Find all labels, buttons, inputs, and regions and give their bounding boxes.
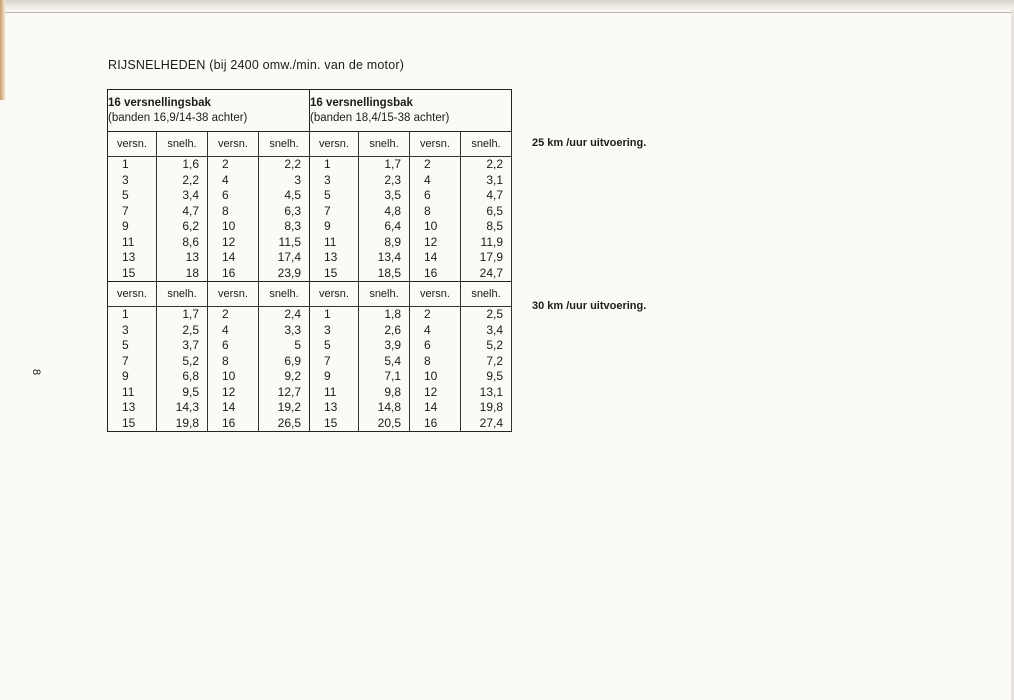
gear-value: 14: [222, 400, 236, 414]
gear-value: 10: [424, 369, 438, 383]
values-row-2: [108, 307, 512, 432]
column-header-snelh: snelh.: [259, 132, 310, 157]
gear-value: 9: [324, 369, 331, 383]
values-row-1: [108, 157, 512, 282]
gear-value: 6: [424, 188, 431, 202]
column-header-row-2: [108, 282, 512, 307]
gear-value: 3: [122, 172, 129, 187]
speed-value: 1,7: [384, 157, 401, 171]
gear-value: 15: [122, 265, 136, 280]
gear-value: 15: [122, 415, 136, 430]
speed-value: 3,5: [384, 188, 401, 202]
speed-value: 4,5: [284, 188, 301, 202]
column-header-versn: versn.: [410, 132, 461, 157]
speed-value: 23,9: [277, 265, 301, 280]
note-25-km: 25 km /uur uitvoering.: [532, 137, 647, 149]
speed-column: [259, 157, 310, 282]
gear-value: 8: [424, 203, 431, 218]
gear-column: [108, 307, 157, 432]
note-30-km: 30 km /uur uitvoering.: [532, 300, 647, 312]
speed-value: 3,7: [182, 338, 199, 352]
speed-value: 1,6: [182, 157, 199, 171]
column-header-snelh: snelh.: [157, 282, 208, 307]
page-top-shadow: [0, 0, 1014, 12]
gear-value: 15: [324, 415, 338, 430]
gear-value: 14: [424, 250, 438, 264]
gear-value: 2: [222, 307, 229, 321]
speed-value: 14,8: [377, 400, 401, 414]
gear-value: 6: [222, 338, 229, 352]
column-header-versn: versn.: [310, 132, 359, 157]
speed-value: 2,4: [284, 307, 301, 321]
speed-value: 18: [185, 265, 199, 280]
gear-value: 13: [324, 400, 338, 414]
speed-value: 6,4: [384, 219, 401, 233]
speed-column: [359, 307, 410, 432]
page-top-rule: [0, 12, 1014, 13]
column-header-versn: versn.: [108, 132, 157, 157]
group-2-title: 16 versnellingsbak: [310, 96, 413, 109]
column-header-versn: versn.: [410, 282, 461, 307]
speed-value: 2,5: [486, 307, 503, 321]
group-1-title: 16 versnellingsbak: [108, 96, 211, 109]
gear-value: 10: [424, 219, 438, 233]
speed-value: 7,1: [384, 369, 401, 383]
speed-value: 2,2: [284, 157, 301, 171]
speed-value: 27,4: [479, 415, 503, 430]
speed-value: 24,7: [479, 265, 503, 280]
column-header-snelh: snelh.: [157, 132, 208, 157]
column-header-snelh: snelh.: [461, 132, 512, 157]
speed-value: 14,3: [175, 400, 199, 414]
gear-value: 12: [222, 234, 236, 249]
speed-value: 12,7: [277, 384, 301, 399]
gear-value: 2: [222, 157, 229, 171]
speed-value: 5,2: [486, 338, 503, 352]
speed-value: 5: [294, 338, 301, 352]
speed-value: 8,9: [384, 234, 401, 249]
gear-value: 11: [324, 234, 337, 249]
gear-value: 8: [424, 353, 431, 368]
speed-column: [157, 307, 208, 432]
speed-value: 5,4: [384, 353, 401, 368]
speed-value: 1,7: [182, 307, 199, 321]
speed-value: 6,5: [486, 203, 503, 218]
gear-value: 1: [324, 307, 331, 321]
gear-value: 7: [122, 203, 129, 218]
group-1-tyres: (banden 16,9/14-38 achter): [108, 111, 248, 124]
gear-column: [310, 157, 359, 282]
speed-value: 8,5: [486, 219, 503, 233]
gear-value: 4: [222, 322, 229, 337]
gear-column: [310, 307, 359, 432]
speed-value: 8,6: [182, 234, 199, 249]
gear-value: 9: [122, 369, 129, 383]
gear-value: 4: [222, 172, 229, 187]
speed-value: 1,8: [384, 307, 401, 321]
gear-value: 13: [122, 250, 136, 264]
group-2-tyres: (banden 18,4/15-38 achter): [310, 111, 450, 124]
speed-value: 9,2: [284, 369, 301, 383]
page-number: 8: [30, 368, 43, 376]
gear-value: 10: [222, 219, 236, 233]
speed-value: 3,3: [284, 322, 301, 337]
gear-value: 8: [222, 353, 229, 368]
speed-value: 4,7: [182, 203, 199, 218]
gear-value: 7: [324, 203, 331, 218]
gear-column: [410, 307, 461, 432]
speed-value: 7,2: [486, 353, 503, 368]
page-title: RIJSNELHEDEN (bij 2400 omw./min. van de motor): [108, 58, 405, 72]
speed-value: 13,1: [479, 384, 503, 399]
speed-value: 9,5: [486, 369, 503, 383]
speed-value: 19,8: [175, 415, 199, 430]
speed-value: 2,6: [384, 322, 401, 337]
column-header-snelh: snelh.: [359, 282, 410, 307]
speed-value: 11,9: [480, 234, 503, 249]
speed-value: 9,5: [182, 384, 199, 399]
gear-value: 5: [122, 338, 129, 352]
gear-value: 3: [122, 322, 129, 337]
column-header-snelh: snelh.: [359, 132, 410, 157]
speed-value: 6,9: [284, 353, 301, 368]
gear-value: 4: [424, 322, 431, 337]
gear-value: 7: [324, 353, 331, 368]
speed-column: [259, 307, 310, 432]
speed-value: 17,4: [277, 250, 301, 264]
speed-value: 17,9: [479, 250, 503, 264]
gear-column: [208, 307, 259, 432]
column-header-versn: versn.: [208, 282, 259, 307]
speed-value: 5,2: [182, 353, 199, 368]
gear-value: 11: [122, 234, 135, 249]
speed-value: 11,5: [278, 234, 301, 249]
gear-column: [108, 157, 157, 282]
speed-value: 3: [294, 172, 301, 187]
speed-value: 4,7: [486, 188, 503, 202]
gear-value: 8: [222, 203, 229, 218]
gear-value: 14: [424, 400, 438, 414]
gear-value: 9: [324, 219, 331, 233]
column-header-snelh: snelh.: [461, 282, 512, 307]
gear-value: 15: [324, 265, 338, 280]
speed-value: 9,8: [384, 384, 401, 399]
speed-value: 3,4: [486, 322, 503, 337]
speed-value: 8,3: [284, 219, 301, 233]
speed-value: 3,9: [384, 338, 401, 352]
speed-value: 19,2: [277, 400, 301, 414]
speed-column: [461, 307, 512, 432]
gear-value: 16: [222, 265, 236, 280]
speed-value: 2,5: [182, 322, 199, 337]
column-header-snelh: snelh.: [259, 282, 310, 307]
speed-table: [107, 89, 512, 432]
speed-value: 26,5: [277, 415, 301, 430]
speed-value: 13,4: [377, 250, 401, 264]
gear-value: 16: [424, 415, 438, 430]
gear-value: 5: [324, 338, 331, 352]
gear-value: 14: [222, 250, 236, 264]
gear-value: 13: [324, 250, 338, 264]
speed-value: 6,2: [182, 219, 199, 233]
speed-value: 3,1: [486, 172, 503, 187]
gear-value: 1: [122, 307, 129, 321]
speed-value: 4,8: [384, 203, 401, 218]
column-header-versn: versn.: [108, 282, 157, 307]
speed-value: 19,8: [479, 400, 503, 414]
speed-value: 3,4: [182, 188, 199, 202]
speed-column: [157, 157, 208, 282]
gear-value: 1: [122, 157, 129, 171]
speed-value: 2,2: [182, 172, 199, 187]
group-header-1: [108, 90, 310, 132]
gear-value: 9: [122, 219, 129, 233]
column-header-versn: versn.: [310, 282, 359, 307]
speed-column: [461, 157, 512, 282]
gear-column: [410, 157, 461, 282]
gear-column: [208, 157, 259, 282]
column-header-versn: versn.: [208, 132, 259, 157]
gear-value: 16: [424, 265, 438, 280]
gear-value: 10: [222, 369, 236, 383]
speed-column: [359, 157, 410, 282]
speed-value: 6,8: [182, 369, 199, 383]
group-header-2: [310, 90, 512, 132]
speed-value: 20,5: [377, 415, 401, 430]
gear-value: 7: [122, 353, 129, 368]
gear-value: 4: [424, 172, 431, 187]
gear-value: 2: [424, 307, 431, 321]
gear-value: 5: [122, 188, 129, 202]
speed-value: 2,3: [384, 172, 401, 187]
gear-value: 5: [324, 188, 331, 202]
page-left-edge: [0, 0, 6, 100]
gear-value: 2: [424, 157, 431, 171]
group-header-row: [108, 90, 512, 132]
gear-value: 6: [424, 338, 431, 352]
gear-value: 12: [424, 234, 438, 249]
speed-value: 18,5: [377, 265, 401, 280]
speed-value: 13: [185, 250, 199, 264]
gear-value: 16: [222, 415, 236, 430]
gear-value: 3: [324, 322, 331, 337]
speed-value: 2,2: [486, 157, 503, 171]
speed-value: 6,3: [284, 203, 301, 218]
gear-value: 11: [122, 384, 135, 399]
column-header-row-1: [108, 132, 512, 157]
gear-value: 12: [424, 384, 438, 399]
gear-value: 3: [324, 172, 331, 187]
gear-value: 6: [222, 188, 229, 202]
gear-value: 13: [122, 400, 136, 414]
gear-value: 1: [324, 157, 331, 171]
gear-value: 11: [324, 384, 337, 399]
gear-value: 12: [222, 384, 236, 399]
